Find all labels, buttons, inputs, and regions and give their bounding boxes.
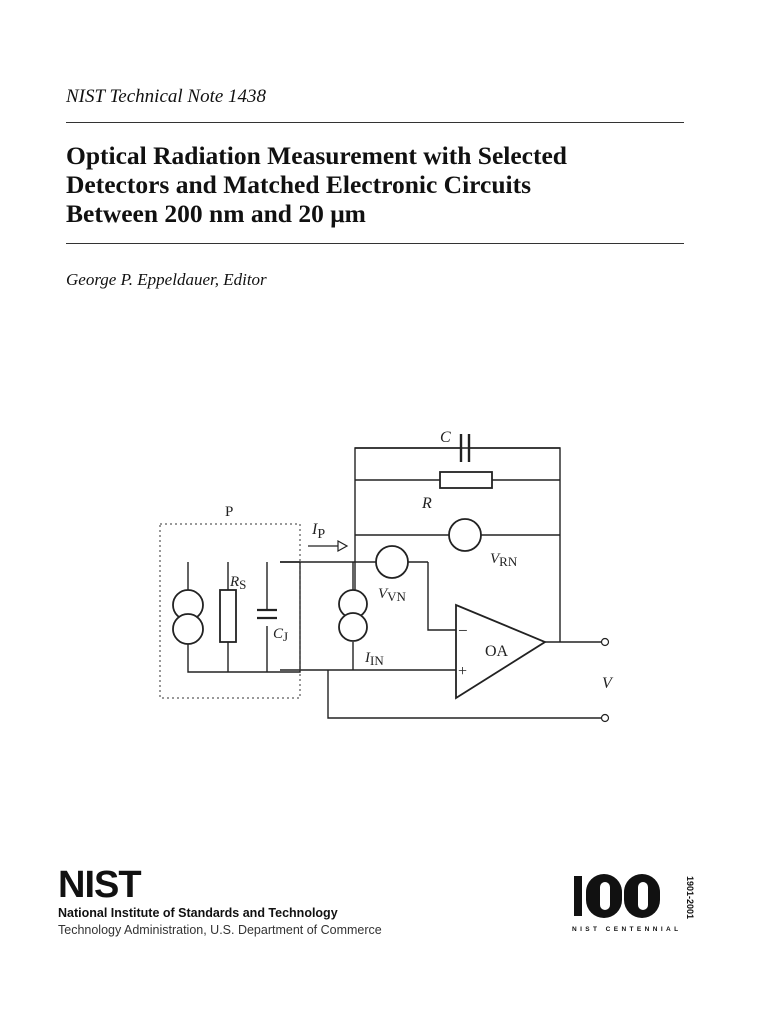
label-oa: OA xyxy=(485,643,509,660)
label-v-out: V xyxy=(602,675,612,692)
svg-text:NIST: NIST xyxy=(58,866,141,900)
label-c: C xyxy=(440,429,451,446)
label-p: P xyxy=(225,504,234,520)
shunt-resistor-rs xyxy=(220,590,236,642)
title-line-3: Between 200 nm and 20 μm xyxy=(66,199,366,228)
label-minus: − xyxy=(458,621,468,640)
label-plus: + xyxy=(458,663,468,680)
label-vrn: VRN xyxy=(490,551,518,569)
nist-logo xyxy=(58,866,170,900)
centennial-label: NIST CENTENNIAL xyxy=(572,926,682,933)
circuit-diagram xyxy=(140,420,640,740)
label-vvn: VVN xyxy=(378,586,406,604)
noise-source-vvn xyxy=(376,546,408,578)
capacitor-c xyxy=(355,434,560,462)
editor-line: George P. Eppeldauer, Editor xyxy=(66,270,267,289)
title-rule xyxy=(66,243,684,244)
current-arrow xyxy=(308,541,347,551)
label-ip: IP xyxy=(312,521,326,542)
document-title xyxy=(66,141,686,228)
detector-current-source xyxy=(173,590,203,644)
institute-name: National Institute of Standards and Technology xyxy=(58,906,338,920)
current-source-in xyxy=(339,590,367,641)
centennial-logo xyxy=(572,868,702,924)
label-r: R xyxy=(422,495,432,512)
terminal-ground xyxy=(602,715,609,722)
resistor-r xyxy=(440,472,492,488)
junction-capacitor-cj xyxy=(257,610,277,618)
title-line-2: Detectors and Matched Electronic Circuits xyxy=(66,170,532,199)
noise-source-vrn xyxy=(449,519,481,551)
svg-text:1901-2001: 1901-2001 xyxy=(685,876,695,920)
title-line-1: Optical Radiation Measurement with Selected xyxy=(66,141,567,170)
department-name: Technology Administration, U.S. Department of Commerce xyxy=(58,923,382,937)
label-rs: RS xyxy=(230,574,247,592)
top-rule xyxy=(66,122,684,123)
series-label: NIST Technical Note 1438 xyxy=(66,86,267,107)
wire-to-minus xyxy=(428,562,456,630)
label-cj: CJ xyxy=(273,626,289,644)
terminal-output xyxy=(602,639,609,646)
label-iin: IIN xyxy=(365,650,384,668)
